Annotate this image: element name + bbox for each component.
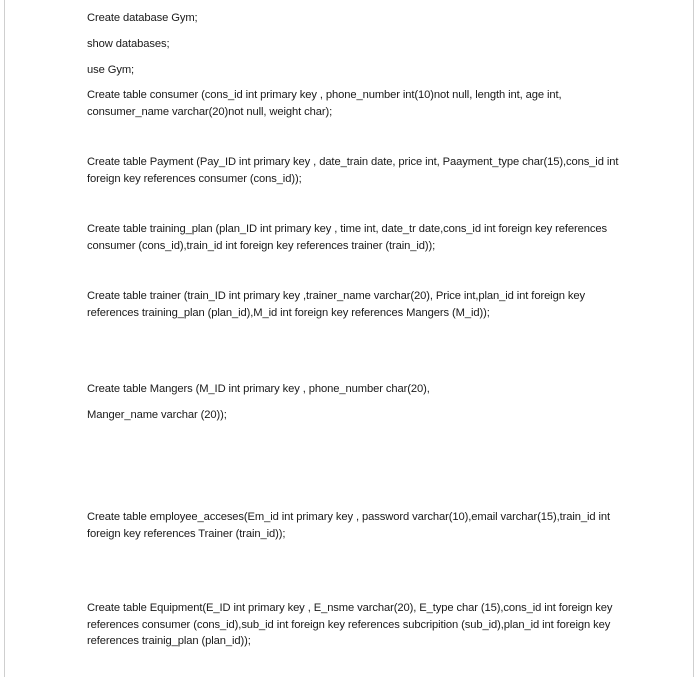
sql-line-create-database: Create database Gym; xyxy=(87,12,198,24)
document-page xyxy=(4,0,694,677)
sql-create-table-mangers-cont: Manger_name varchar (20)); xyxy=(87,409,227,421)
sql-create-table-training-plan: Create table training_plan (plan_ID int primary key , time int, date_tr date,cons_id int foreign key references consumer (cons_id),train_id int foreign key references trainer (train_id)); xyxy=(87,223,607,252)
sql-create-table-payment: Create table Payment (Pay_ID int primary key , date_train date, price int, Paayment_type char(15),cons_id int foreign key references consumer (cons_id)); xyxy=(87,156,619,185)
sql-create-table-employee-acceses: Create table employee_acceses(Em_id int primary key , password varchar(10),email varchar(15),train_id int foreign key references Trainer (train_id)); xyxy=(87,511,610,540)
sql-create-table-consumer: Create table consumer (cons_id int primary key , phone_number int(10)not null, length int, age int, consumer_name varchar(20)not null, weight char); xyxy=(87,89,562,118)
sql-line-show-databases: show databases; xyxy=(87,38,170,50)
sql-create-table-trainer: Create table trainer (train_ID int primary key ,trainer_name varchar(20), Price int,plan_id int foreign key references training_plan (plan_id),M_id int foreign key references Mangers (M_id)); xyxy=(87,290,585,319)
sql-create-table-equipment: Create table Equipment(E_ID int primary key , E_nsme varchar(20), E_type char (15),cons_id int foreign key references consumer (cons_id),sub_id int foreign key references subcripition (sub_id),plan_id int foreign key references trainig_plan (plan_id)); xyxy=(87,602,613,647)
sql-create-table-mangers: Create table Mangers (M_ID int primary key , phone_number char(20), xyxy=(87,383,430,395)
sql-line-use-gym: use Gym; xyxy=(87,64,135,76)
